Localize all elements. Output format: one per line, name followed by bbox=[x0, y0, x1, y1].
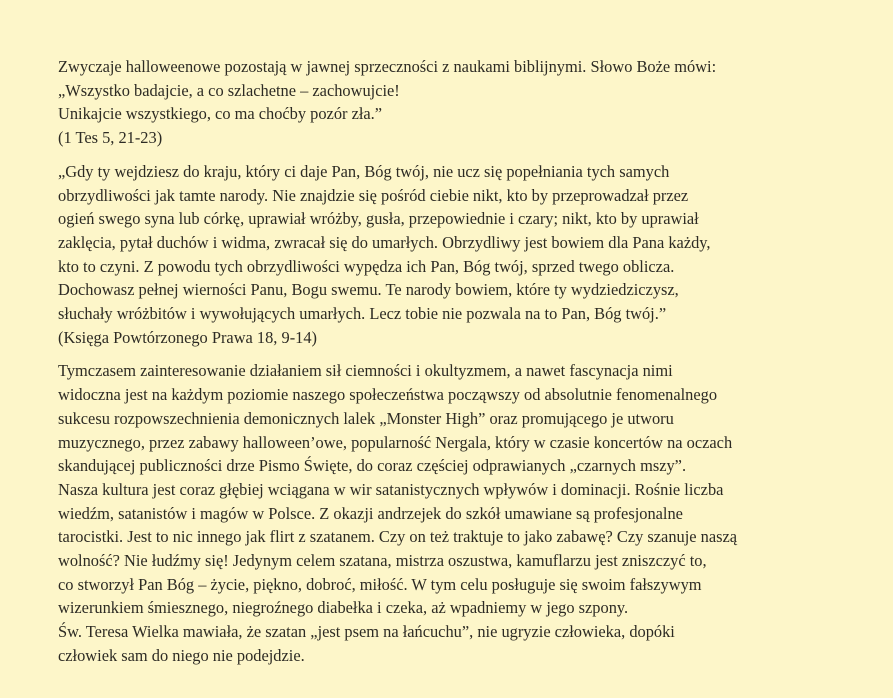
text-line: Św. Teresa Wielka mawiała, że szatan „jest psem na łańcuchu”, nie ugryzie człowieka, dopóki bbox=[58, 622, 675, 642]
text-line: Dochowasz pełnej wierności Panu, Bogu swemu. Te narody bowiem, które ty wydziedziczysz, bbox=[58, 280, 679, 300]
citation: (Księga Powtórzonego Prawa 18, 9-14) bbox=[58, 327, 318, 347]
text-line: kto to czyni. Z powodu tych obrzydliwości wypędza ich Pan, Bóg twój, sprzed twego oblicza. bbox=[58, 256, 675, 276]
citation: (1 Tes 5, 21-23) bbox=[58, 128, 163, 148]
paragraph-intro-quote bbox=[58, 55, 878, 150]
text-line: słuchały wróżbitów i wywołujących umarłych. Lecz tobie nie pozwala na to Pan, Bóg twój.” bbox=[58, 304, 667, 324]
paragraph-gap bbox=[58, 150, 878, 160]
paragraph-commentary bbox=[58, 359, 878, 667]
paragraph-deuteronomy-quote bbox=[58, 160, 878, 350]
text-line: wiedźm, satanistów i magów w Polsce. Z okazji andrzejek do szkół umawiane są profesjonalne bbox=[58, 503, 683, 523]
text-line: ogień swego syna lub córkę, uprawiał wróżby, gusła, przepowiednie i czary; nikt, kto by uprawiał bbox=[58, 209, 699, 229]
text-line: Unikajcie wszystkiego, co ma choćby pozór zła.” bbox=[58, 104, 383, 124]
text-line: wizerunkiem śmiesznego, niegroźnego diabełka i czeka, aż wpadniemy w jego szpony. bbox=[58, 598, 629, 618]
text-line: co stworzył Pan Bóg – życie, piękno, dobroć, miłość. W tym celu posługuje się swoim fałszywym bbox=[58, 574, 702, 594]
text-line: sukcesu rozpowszechnienia demonicznych lalek „Monster High” oraz promującego je utworu bbox=[58, 408, 674, 428]
text-line: tarocistki. Jest to nic innego jak flirt z szatanem. Czy on też traktuje to jako zabawę? Czy szanuje naszą bbox=[58, 527, 738, 547]
text-line: widoczna jest na każdym poziomie naszego społeczeństwa począwszy od absolutnie fenomenalnego bbox=[58, 385, 718, 405]
text-line: Tymczasem zainteresowanie działaniem sił ciemności i okultyzmem, a nawet fascynacja nimi bbox=[58, 361, 673, 381]
text-line: zaklęcia, pytał duchów i widma, zwracał się do umarłych. Obrzydliwy jest bowiem dla Pana każdy, bbox=[58, 232, 711, 252]
text-line: wolność? Nie łudźmy się! Jedynym celem szatana, mistrza oszustwa, kamuflarzu jest zniszczyć to, bbox=[58, 551, 707, 571]
text-line: Nasza kultura jest coraz głębiej wciągana w wir satanistycznych wpływów i dominacji. Rośnie liczba bbox=[58, 479, 724, 499]
text-line: muzycznego, przez zabawy halloween’owe, popularność Nergala, który w czasie koncertów na oczach bbox=[58, 432, 733, 452]
text-line: skandującej publiczności drze Pismo Święte, do coraz częściej odprawianych „czarnych mszy”. bbox=[58, 456, 687, 476]
text-line: obrzydliwości jak tamte narody. Nie znajdzie się pośród ciebie nikt, kto by przeprowadzał przez bbox=[58, 185, 689, 205]
text-line: „Gdy ty wejdziesz do kraju, który ci daje Pan, Bóg twój, nie ucz się popełniania tych samych bbox=[58, 161, 670, 181]
text-line: Zwyczaje halloweenowe pozostają w jawnej sprzeczności z naukami biblijnymi. Słowo Boże mówi: bbox=[58, 57, 717, 76]
text-line: „Wszystko badajcie, a co szlachetne – zachowujcie! bbox=[58, 80, 400, 100]
paragraph-gap bbox=[58, 349, 878, 359]
text-line: człowiek sam do niego nie podejdzie. bbox=[58, 645, 305, 665]
document-page bbox=[58, 55, 878, 668]
